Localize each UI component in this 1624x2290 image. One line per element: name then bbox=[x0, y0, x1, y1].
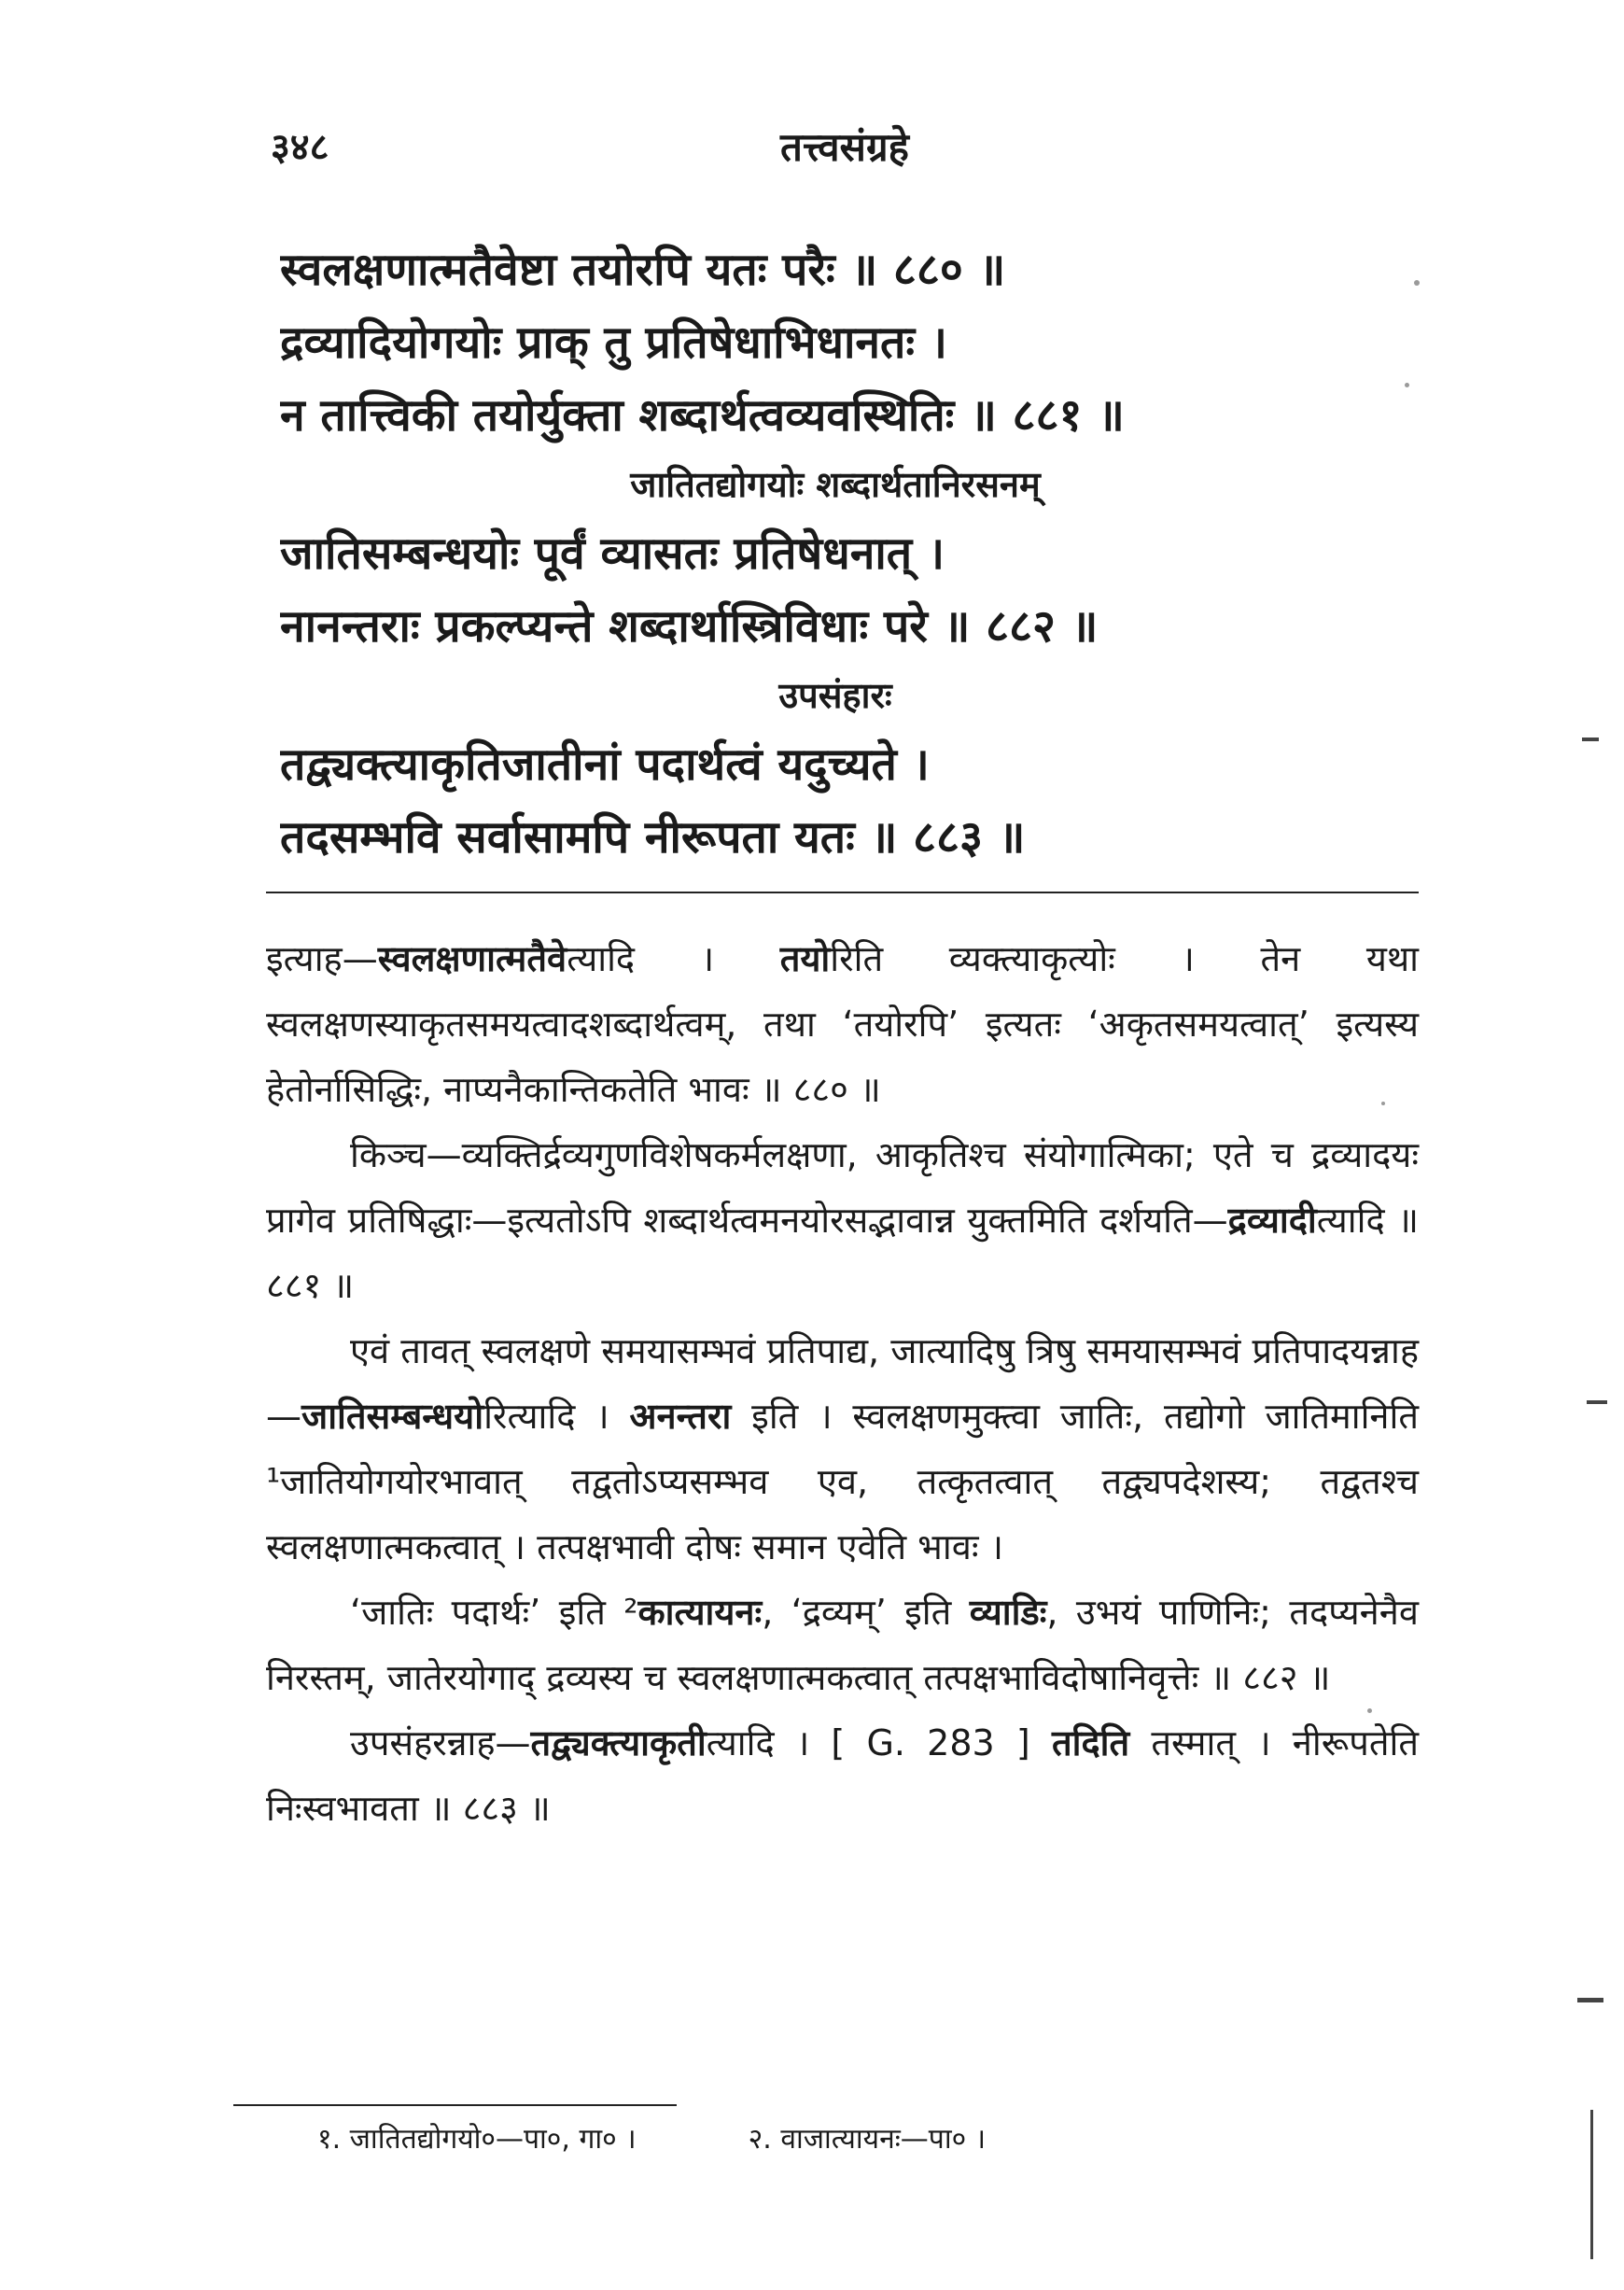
verse-commentary-divider bbox=[266, 892, 1419, 893]
scan-speck bbox=[1414, 280, 1420, 286]
para-lemma: अनन्तरा bbox=[629, 1396, 732, 1437]
commentary-paragraph bbox=[266, 1580, 1419, 1710]
scan-speck bbox=[1367, 1708, 1372, 1713]
verse-line: तदसम्भवि सर्वासामपि नीरूपता यतः ॥ ८८३ ॥ bbox=[280, 811, 1026, 864]
para-lemma: कात्यायनः bbox=[637, 1592, 763, 1633]
scan-edge-mark bbox=[1590, 2110, 1593, 2259]
verse-line: द्रव्यादियोगयोः प्राक् तु प्रतिषेधाभिधानतः । bbox=[280, 316, 947, 369]
para-lemma: तयो bbox=[779, 938, 831, 979]
para-text: त्यादि । bbox=[567, 938, 780, 979]
para-lemma: जातिसम्बन्धयो bbox=[301, 1396, 484, 1437]
para-text: त्यादि । [ G. 283 ] bbox=[706, 1722, 1052, 1763]
commentary-block bbox=[266, 926, 1419, 1841]
scan-edge-mark bbox=[1582, 738, 1599, 741]
verse-line: न तात्त्विकी तयोर्युक्ता शब्दार्थत्वव्यवस्थितिः ॥ ८८१ ॥ bbox=[280, 389, 1125, 442]
verse-line: तद्व्यक्त्याकृतिजातीनां पदार्थत्वं यदुच्यते । bbox=[280, 738, 930, 791]
footnote: २. वाजात्यायनः—पा० । bbox=[748, 2123, 987, 2156]
para-text: उपसंहरन्नाह— bbox=[350, 1722, 531, 1763]
para-text: त्यादि ॥ ८८१ ॥ bbox=[266, 1200, 1419, 1306]
para-text: , ‘द्रव्यम्’ इति bbox=[762, 1592, 970, 1633]
para-text: एवं तावत् स्वलक्षणे समयासम्भवं प्रतिपाद्य, जात्यादिषु त्रिषु समयासम्भवं प्रतिपादयन्नाह— bbox=[266, 1330, 1419, 1437]
scan-speck bbox=[1405, 383, 1409, 387]
para-lemma: तद्व्यक्त्याकृती bbox=[530, 1722, 707, 1763]
para-lemma: तदिति bbox=[1051, 1722, 1130, 1763]
para-lemma: स्वलक्षणात्मतैवे bbox=[377, 938, 567, 979]
footnotes bbox=[317, 2112, 1391, 2168]
commentary-paragraph bbox=[266, 1318, 1419, 1580]
verse-block bbox=[280, 233, 1428, 874]
para-text: इति । स्वलक्षणमुक्त्वा जातिः, तद्योगो जातिमानिति ¹जातियोगयोरभावात् तद्वतोऽप्यसम्भव एव, तत्कृतत्वात् तद्व्यपदेशस्य; तद्वतश्च स्वलक्षणात्मकत्वात् । तत्पक्षभावी दोषः समान एवेति भावः । bbox=[266, 1396, 1420, 1567]
para-text: इत्याह— bbox=[266, 938, 378, 979]
para-lemma: व्याडिः bbox=[969, 1592, 1047, 1633]
verse-line: जातिसम्बन्धयोः पूर्वं व्यासतः प्रतिषेधनात् । bbox=[280, 527, 945, 580]
commentary-paragraph bbox=[266, 926, 1419, 1122]
scan-speck bbox=[1381, 1102, 1385, 1105]
verse-line: नानन्तराः प्रकल्प्यन्ते शब्दार्थास्त्रिविधाः परे ॥ ८८२ ॥ bbox=[280, 600, 1099, 653]
commentary-paragraph bbox=[266, 1710, 1419, 1841]
para-text: ‘जातिः पदार्थः’ इति ² bbox=[350, 1592, 638, 1633]
para-text: रिति व्यक्त्याकृत्योः । तेन यथा स्वलक्षणस्याकृतसमयत्वादशब्दार्थत्वम्, तथा ‘तयोरपि’ इत्यतः ‘अकृतसमयत्वात्’ इत्यस्य हेतोर्नासिद्धिः, नाप्यनैकान्तिकतेति भावः ॥ ८८० ॥ bbox=[266, 938, 1419, 1110]
scan-edge-mark bbox=[1577, 1998, 1603, 2002]
running-title: तत्त्वसंग्रहे bbox=[780, 124, 909, 170]
scan-edge-mark bbox=[1587, 1400, 1607, 1404]
section-heading: उपसंहारः bbox=[778, 675, 892, 716]
section-heading: जातितद्योगयोः शब्दार्थतानिरसनम् bbox=[630, 464, 1041, 505]
para-lemma: द्रव्यादी bbox=[1227, 1200, 1317, 1241]
footnote: १. जातितद्योगयो०—पा०, गा० । bbox=[317, 2123, 637, 2156]
para-text: रित्यादि । bbox=[483, 1396, 630, 1437]
para-text: तस्मात् । नीरूपतेति निःस्वभावता ॥ ८८३ ॥ bbox=[266, 1722, 1419, 1829]
page-header bbox=[271, 119, 1419, 185]
commentary-paragraph bbox=[266, 1122, 1419, 1318]
para-text: , उभयं पाणिनिः; तदप्यनेनैव निरस्तम्, जातेरयोगाद् द्रव्यस्य च स्वलक्षणात्मकत्वात् तत्पक्षभाविदोषानिवृत्तेः ॥ ८८२ ॥ bbox=[266, 1592, 1419, 1698]
footnote-divider bbox=[233, 2104, 677, 2106]
verse-line: स्वलक्षणात्मतैवेष्टा तयोरपि यतः परैः ॥ ८८० ॥ bbox=[280, 244, 1006, 296]
para-text: किञ्च—व्यक्तिर्द्रव्यगुणविशेषकर्मलक्षणा, आकृतिश्च संयोगात्मिका; एते च द्रव्यादयः प्रागेव प्रतिषिद्धाः—इत्यतोऽपि शब्दार्थत्वमनयोरसद्भावान्न युक्तमिति दर्शयति— bbox=[266, 1134, 1419, 1241]
page-number: ३४८ bbox=[271, 126, 329, 169]
